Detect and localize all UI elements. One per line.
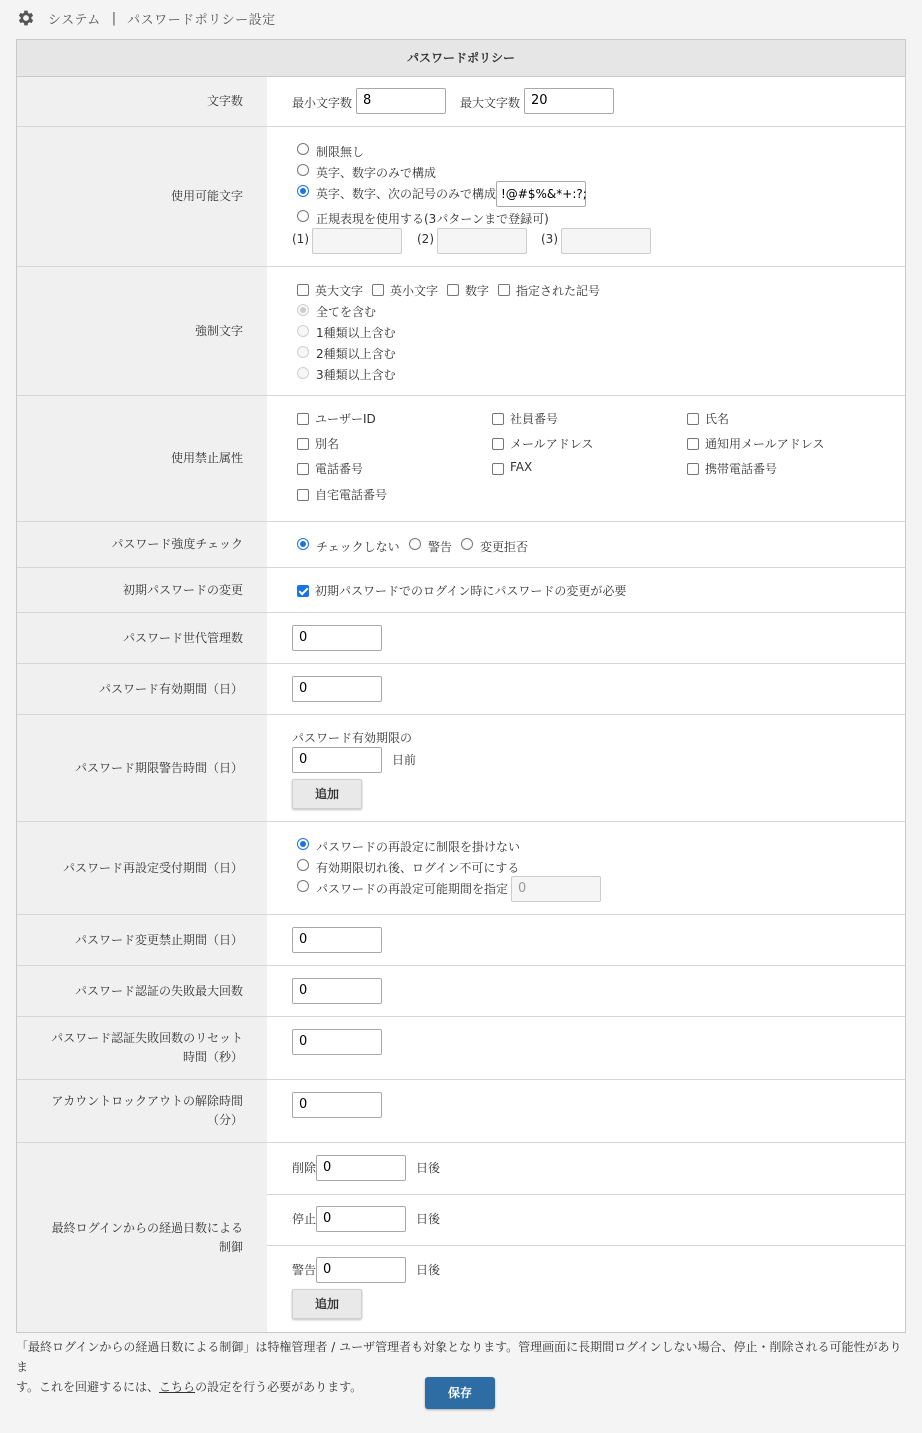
row-label: パスワード世代管理数 [17, 613, 267, 663]
row-required-chars [17, 267, 905, 396]
breadcrumb-section[interactable]: システム [48, 12, 101, 28]
banned-checkbox[interactable] [297, 413, 309, 425]
banned-label: メールアドレス [510, 437, 594, 451]
strength-option-warn: 警告 [428, 540, 453, 554]
required-symbol-label: 指定された記号 [516, 284, 601, 298]
reset-option-lock: 有効期限切れ後、ログイン不可にする [316, 861, 520, 875]
warning-days-input[interactable]: 0 [292, 747, 382, 773]
row-label-line2: 時間（秒） [182, 1050, 243, 1064]
required-digit-checkbox[interactable] [447, 284, 459, 296]
row-banned-attributes [17, 396, 905, 522]
validity-input[interactable]: 0 [292, 676, 382, 702]
banned-checkbox[interactable] [297, 489, 309, 501]
history-input[interactable]: 0 [292, 625, 382, 651]
breadcrumb-page: パスワードポリシー設定 [127, 12, 276, 28]
banned-label: 電話番号 [315, 462, 364, 476]
required-uppercase-checkbox[interactable] [297, 284, 309, 296]
row-label: パスワード有効期間（日） [17, 664, 267, 714]
required-option-1: 1種類以上含む [316, 326, 396, 340]
banned-label: 携帯電話番号 [705, 462, 778, 476]
banned-checkbox[interactable] [687, 413, 699, 425]
row-label: パスワード変更禁止期間（日） [17, 915, 267, 965]
allowed-option-none: 制限無し [316, 145, 365, 159]
required-radio-all[interactable] [297, 304, 309, 316]
note-line2a: す。これを回避するには、 [16, 1380, 160, 1394]
delete-unit: 日後 [416, 1161, 441, 1175]
reset-period-input[interactable]: 0 [511, 876, 601, 902]
allowed-radio-regex[interactable] [297, 210, 309, 222]
required-symbol-checkbox[interactable] [498, 284, 510, 296]
strength-option-reject: 変更拒否 [480, 540, 529, 554]
banned-checkbox[interactable] [687, 463, 699, 475]
banned-checkbox[interactable] [492, 438, 504, 450]
banned-label: 氏名 [705, 412, 730, 426]
strength-radio-none[interactable] [297, 538, 309, 550]
row-lockout [17, 1080, 905, 1143]
row-no-change-period [17, 915, 905, 966]
no-change-input[interactable]: 0 [292, 927, 382, 953]
regex-2-input[interactable] [437, 228, 527, 254]
password-policy-table [16, 39, 906, 1333]
row-failure-reset [17, 1017, 905, 1080]
delete-label: 削除 [292, 1161, 317, 1175]
note-link[interactable]: こちら [159, 1380, 196, 1394]
last-login-add-button[interactable]: 追加 [292, 1289, 362, 1319]
row-label-line2: 制御 [218, 1239, 243, 1254]
row-expiry-warning [17, 715, 905, 822]
max-failures-input[interactable]: 0 [292, 978, 382, 1004]
required-digit-label: 数字 [465, 284, 490, 298]
initial-password-checkbox[interactable] [297, 585, 309, 597]
row-label: パスワード期限警告時間（日） [17, 715, 267, 821]
note-line2b: の設定を行う必要があります。 [195, 1380, 363, 1394]
regex-3-label: (3) [541, 232, 558, 246]
reset-option-specify: パスワードの再設定可能期間を指定 [316, 882, 509, 896]
required-option-2: 2種類以上含む [316, 347, 396, 361]
divider [267, 1245, 905, 1246]
row-label [17, 1017, 267, 1079]
breadcrumb [16, 7, 276, 29]
banned-label: 通知用メールアドレス [705, 437, 825, 451]
regex-3-input[interactable] [561, 228, 651, 254]
banned-checkbox[interactable] [297, 463, 309, 475]
row-label [17, 1080, 267, 1142]
reset-option-unlimited: パスワードの再設定に制限を掛けない [316, 840, 521, 854]
banned-checkbox[interactable] [687, 438, 699, 450]
row-initial-password [17, 568, 905, 613]
required-uppercase-label: 英大文字 [315, 284, 364, 298]
allowed-option-regex: 正規表現を使用する(3パターンまで登録可) [316, 212, 549, 226]
divider [267, 1194, 905, 1195]
regex-2-label: (2) [417, 232, 434, 246]
banned-checkbox[interactable] [492, 413, 504, 425]
min-length-input[interactable]: 8 [356, 88, 446, 114]
row-label: 文字数 [17, 77, 267, 126]
strength-radio-reject[interactable] [461, 538, 473, 550]
required-lowercase-label: 英小文字 [390, 284, 439, 298]
suspend-days-input[interactable]: 0 [316, 1206, 406, 1232]
save-button[interactable]: 保存 [425, 1377, 495, 1409]
failure-reset-input[interactable]: 0 [292, 1029, 382, 1055]
row-allowed-chars [17, 127, 905, 267]
required-option-all: 全てを含む [316, 305, 377, 319]
banned-label: ユーザーID [315, 412, 376, 426]
warning-suffix: 日前 [392, 753, 417, 767]
required-lowercase-checkbox[interactable] [372, 284, 384, 296]
warning-add-button[interactable]: 追加 [292, 779, 362, 809]
max-length-label: 最大文字数 [460, 96, 521, 110]
row-label-line1: 最終ログインからの経過日数による [51, 1220, 243, 1235]
row-label: 強制文字 [17, 267, 267, 395]
warn-label: 警告 [292, 1263, 317, 1277]
row-max-failures [17, 966, 905, 1017]
row-label-line1: パスワード認証失敗回数のリセット [51, 1031, 243, 1045]
max-length-input[interactable]: 20 [524, 88, 614, 114]
banned-label: 別名 [315, 437, 340, 451]
delete-days-input[interactable]: 0 [316, 1155, 406, 1181]
reset-radio-unlimited[interactable] [297, 838, 309, 850]
required-radio-3[interactable] [297, 367, 309, 379]
banned-label: 自宅電話番号 [315, 488, 388, 502]
row-label-line1: アカウントロックアウトの解除時間 [51, 1094, 243, 1108]
allowed-option-alnum: 英字、数字のみで構成 [316, 166, 437, 180]
row-reset-period [17, 822, 905, 915]
row-last-login [17, 1143, 905, 1332]
banned-label: 社員番号 [510, 412, 559, 426]
warn-days-input[interactable]: 0 [316, 1257, 406, 1283]
row-label-line2: （分） [206, 1113, 243, 1127]
row-label: パスワード強度チェック [17, 522, 267, 567]
allowed-option-symbols: 英字、数字、次の記号のみで構成 [316, 187, 497, 201]
row-label: パスワード認証の失敗最大回数 [17, 966, 267, 1016]
row-label: 使用禁止属性 [17, 396, 267, 521]
lockout-input[interactable]: 0 [292, 1092, 382, 1118]
required-option-3: 3種類以上含む [316, 368, 396, 382]
suspend-label: 停止 [292, 1212, 317, 1226]
breadcrumb-separator: | [111, 10, 117, 26]
banned-checkbox[interactable] [297, 438, 309, 450]
regex-1-input[interactable] [312, 228, 402, 254]
allowed-radio-none[interactable] [297, 143, 309, 155]
regex-1-label: (1) [292, 232, 309, 246]
warn-unit: 日後 [416, 1263, 441, 1277]
note-line1: 「最終ログインからの経過日数による制御」は特権管理者 / ユーザ管理者も対象となります。管理画面に長期間ログインしない場合、停止・削除される可能性がありま [16, 1340, 902, 1374]
gear-icon [16, 8, 36, 28]
row-label: 使用可能文字 [17, 127, 267, 266]
row-validity [17, 664, 905, 715]
min-length-label: 最小文字数 [292, 96, 353, 110]
row-length [17, 77, 905, 127]
initial-password-label: 初期パスワードでのログイン時にパスワードの変更が必要 [315, 584, 627, 598]
row-label: 初期パスワードの変更 [17, 568, 267, 612]
row-label: パスワード再設定受付期間（日） [17, 822, 267, 914]
strength-option-none: チェックしない [316, 540, 400, 554]
banned-label: FAX [510, 460, 533, 474]
row-label [17, 1143, 267, 1332]
suspend-unit: 日後 [416, 1212, 441, 1226]
banned-checkbox[interactable] [492, 463, 504, 475]
allowed-radio-symbols[interactable] [297, 185, 309, 197]
table-title: パスワードポリシー [17, 40, 905, 77]
row-strength-check [17, 522, 905, 568]
row-history [17, 613, 905, 664]
required-radio-1[interactable] [297, 325, 309, 337]
symbols-input[interactable]: !@#$%&*+:?; [496, 181, 586, 207]
allowed-radio-alnum[interactable] [297, 164, 309, 176]
strength-radio-warn[interactable] [409, 538, 421, 550]
reset-radio-specify[interactable] [297, 880, 309, 892]
required-radio-2[interactable] [297, 346, 309, 358]
reset-radio-lock[interactable] [297, 859, 309, 871]
warning-prefix: パスワード有効期限の [292, 731, 413, 745]
